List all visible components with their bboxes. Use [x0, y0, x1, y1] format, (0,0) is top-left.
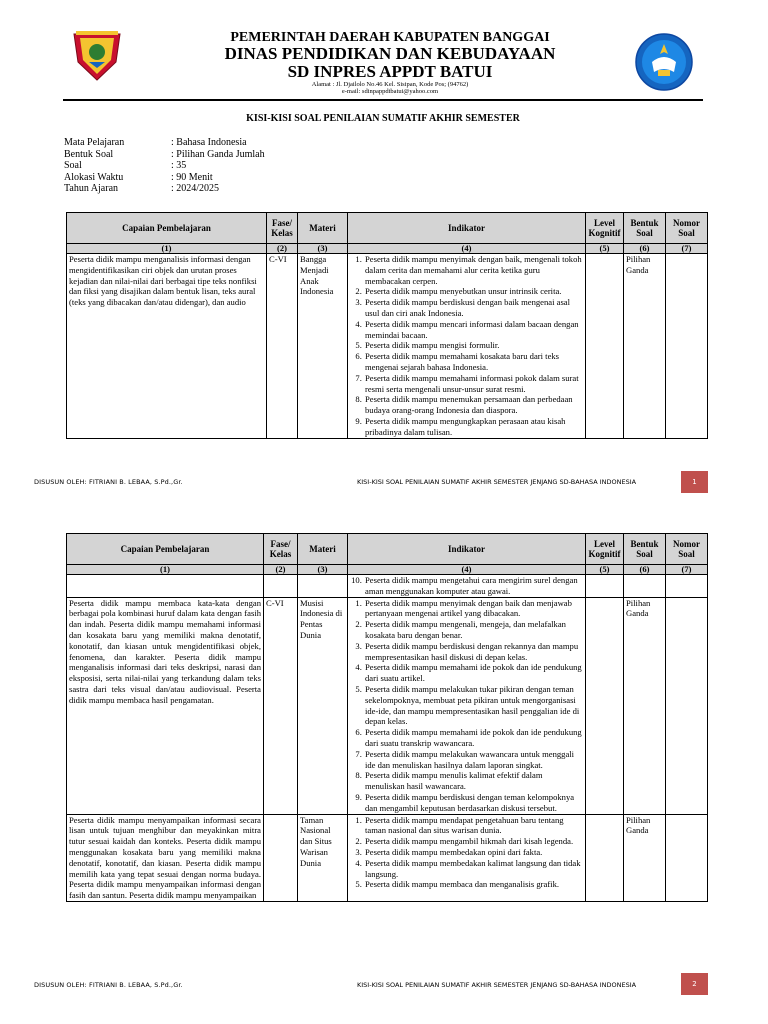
- header-nomor: Nomor Soal: [666, 213, 708, 244]
- column-number-row: [67, 244, 708, 254]
- nomor-cell: [666, 254, 708, 439]
- col-number: (2): [264, 565, 298, 575]
- meta-key: Bentuk Soal: [64, 148, 114, 160]
- col-number: (2): [267, 244, 298, 254]
- kisi-kisi-table-page-2: [66, 533, 708, 902]
- meta-value: : Bahasa Indonesia: [171, 137, 247, 148]
- header-bentuk: Bentuk Soal: [624, 213, 666, 244]
- meta-value: : Pilihan Ganda Jumlah: [171, 148, 265, 160]
- bentuk-cell: Pilihan Ganda: [624, 597, 666, 814]
- indikator-item: 9. Peserta didik mampu berdiskusi dengan teman kelompoknya dan mengambil keputusan berdasarkan diskusi tersebut.: [364, 792, 583, 814]
- indikator-item: 6. Peserta didik mampu memahami ide pokok dan ide pendukung dari suatu transkrip wawancara.: [364, 727, 583, 749]
- materi-cell: Musisi Indonesia di Pentas Dunia: [298, 597, 348, 814]
- meta-row: [64, 137, 265, 149]
- meta-value: : 90 Menit: [171, 171, 213, 183]
- page-number-badge: 1: [681, 471, 708, 493]
- header-materi: Materi: [298, 534, 348, 565]
- indikator-cell: [348, 597, 586, 814]
- col-number: (1): [67, 244, 267, 254]
- cp-cell: [67, 575, 264, 598]
- header-fase: Fase/ Kelas: [264, 534, 298, 565]
- level-cell: [586, 814, 624, 901]
- table-row: [67, 814, 708, 901]
- materi-cell: Taman Nasional dan Situs Warisan Dunia: [298, 814, 348, 901]
- indikator-item: 2. Peserta didik mampu menyebutkan unsur intrinsik cerita.: [364, 286, 583, 297]
- page-number-badge: 2: [681, 973, 708, 995]
- indikator-cell: [348, 814, 586, 901]
- indikator-list: [350, 575, 583, 597]
- page-1: [0, 0, 768, 500]
- header-fase: Fase/ Kelas: [267, 213, 298, 244]
- table-row: [67, 597, 708, 814]
- fase-cell: [264, 814, 298, 901]
- meta-row: [64, 183, 265, 195]
- meta-value: : 2024/2025: [171, 183, 220, 194]
- footer-title: KISI-KISI SOAL PENILAIAN SUMATIF AKHIR SEMESTER JENJANG SD-BAHASA INDONESIA: [357, 478, 637, 486]
- header-department-line: DINAS PENDIDIKAN DAN KEBUDAYAAN: [224, 44, 556, 63]
- meta-key: Tahun Ajaran: [64, 183, 119, 194]
- footer-author: DISUSUN OLEH: FITRIANI B. LEBAA, S.Pd.,Gr.: [34, 981, 183, 989]
- materi-cell: Bangga Menjadi Anak Indonesia: [298, 254, 348, 439]
- header-government-line: PEMERINTAH DAERAH KABUPATEN BANGGAI: [230, 30, 550, 45]
- indikator-item: 3. Peserta didik mampu membedakan opini dari fakta.: [364, 847, 583, 858]
- indikator-cell: [348, 254, 586, 439]
- indikator-item: 2. Peserta didik mampu mengambil hikmah dari kisah legenda.: [364, 836, 583, 847]
- indikator-item: 3. Peserta didik mampu berdiskusi dengan rekannya dan mampu mempresentasikan hasil diskusi di depan kelas.: [364, 641, 583, 663]
- indikator-item: 1. Peserta didik mampu mendapat pengetahuan baru tentang taman nasional dan situs warisan dunia.: [364, 815, 583, 837]
- meta-key: Mata Pelajaran: [64, 137, 125, 148]
- header-cp: Capaian Pembelajaran: [67, 534, 264, 565]
- col-number: (4): [348, 565, 586, 575]
- meta-row: [64, 160, 265, 172]
- nomor-cell: [666, 597, 708, 814]
- indikator-cell: [348, 575, 586, 598]
- indikator-item: 4. Peserta didik mampu membedakan kalimat langsung dan tidak langsung.: [364, 858, 583, 880]
- footer-title: KISI-KISI SOAL PENILAIAN SUMATIF AKHIR SEMESTER JENJANG SD-BAHASA INDONESIA: [357, 981, 637, 989]
- indikator-item: 5. Peserta didik mampu melakukan tukar pikiran dengan teman sekelompoknya, membuat peta pikiran untuk mengorganisasi ide-ide, dan mampu mempresentasikan hasil penggalian ide di depan kelas.: [364, 684, 583, 727]
- indikator-item: 8. Peserta didik mampu menemukan persamaan dan perbedaan budaya orang-orang Indonesia dan diaspora.: [364, 394, 583, 416]
- col-number: (3): [298, 244, 348, 254]
- indikator-item: 7. Peserta didik mampu melakukan wawancara untuk menggali ide dan menuliskan hasilnya dalam laporan singkat.: [364, 749, 583, 771]
- table-row: [67, 575, 708, 598]
- indikator-item: 5. Peserta didik mampu membaca dan menganalisis grafik.: [364, 879, 583, 890]
- header-materi: Materi: [298, 213, 348, 244]
- cp-cell: Peserta didik mampu menganalisis informasi dengan mengidentifikasikan ciri objek dan urutan proses kejadian dan nilai-nilai dari berbagai tipe teks nonfiksi dan fiksi yang disajikan dalam bentuk lisan, teks aural (teks yang dibacakan dan/atau didengar), dan audio: [67, 254, 267, 439]
- col-number: (6): [624, 565, 666, 575]
- col-number: (7): [666, 565, 708, 575]
- bentuk-cell: Pilihan Ganda: [624, 814, 666, 901]
- banggai-regency-logo: [70, 28, 124, 82]
- indikator-item: 9. Peserta didik mampu mengungkapkan perasaan atau kisah pribadinya dalam tulisan.: [364, 416, 583, 438]
- page-2: [0, 500, 768, 1024]
- header-cp: Capaian Pembelajaran: [67, 213, 267, 244]
- tut-wuri-handayani-logo: [634, 32, 694, 92]
- column-number-row: [67, 565, 708, 575]
- header-indikator: Indikator: [348, 534, 586, 565]
- col-number: (6): [624, 244, 666, 254]
- indikator-item: 5. Peserta didik mampu mengisi formulir.: [364, 340, 583, 351]
- nomor-cell: [666, 575, 708, 598]
- col-number: (4): [348, 244, 586, 254]
- indikator-item: 6. Peserta didik mampu memahami kosakata baru dari teks mengenai sejarah bahasa Indonesia.: [364, 351, 583, 373]
- indikator-item: 1. Peserta didik mampu menyimak dengan baik, mengenali tokoh dalam cerita dan memahami alur cerita ketika guru membacakan cerpen.: [364, 254, 583, 286]
- bentuk-cell: [624, 575, 666, 598]
- fase-cell: [264, 575, 298, 598]
- meta-row: [64, 172, 265, 184]
- indikator-item: 3. Peserta didik mampu berdiskusi dengan baik mengenai asal usul dan ciri anak Indonesia.: [364, 297, 583, 319]
- meta-row: [64, 149, 265, 161]
- col-number: (5): [586, 565, 624, 575]
- header-nomor: Nomor Soal: [666, 534, 708, 565]
- document-title: KISI-KISI SOAL PENILAIAN SUMATIF AKHIR SEMESTER: [246, 113, 520, 124]
- header-school-name: SD INPRES APPDT BATUI: [287, 62, 493, 81]
- meta-value: : 35: [171, 160, 187, 171]
- header-address: [130, 81, 650, 95]
- indikator-item: 4. Peserta didik mampu mencari informasi dalam bacaan dengan memindai bacaan.: [364, 319, 583, 341]
- col-number: (3): [298, 565, 348, 575]
- exam-meta: [64, 137, 265, 195]
- indikator-item: 10. Peserta didik mampu mengetahui cara mengirim surel dengan aman menggunakan komputer atau gawai.: [364, 575, 583, 597]
- materi-cell: [298, 575, 348, 598]
- indikator-item: 2. Peserta didik mampu mengenali, mengeja, dan melafalkan kosakata baru dengan benar.: [364, 619, 583, 641]
- table-header-row: [67, 534, 708, 565]
- email-line: e-mail: sdinpappdtbatui@yahoo.com: [341, 88, 439, 95]
- indikator-item: 8. Peserta didik mampu menulis kalimat efektif dalam menuliskan hasil wawancara.: [364, 770, 583, 792]
- table-header-row: [67, 213, 708, 244]
- table-row: [67, 254, 708, 439]
- indikator-list: [350, 815, 583, 891]
- address-line: Alamat : Jl. Djailolo No.46 Kel. Sisipan, Kode Pos; (94762): [311, 81, 469, 88]
- header-indikator: Indikator: [348, 213, 586, 244]
- indikator-list: [350, 254, 583, 438]
- col-number: (1): [67, 565, 264, 575]
- bentuk-cell: Pilihan Ganda: [624, 254, 666, 439]
- kisi-kisi-table-page-1: [66, 212, 708, 439]
- cp-cell: Peserta didik mampu membaca kata-kata dengan berbagai pola kombinasi huruf dalam kata dengan fasih dan indah. Peserta didik mampu memahami informasi dan kosakata baru yang memiliki makna denotatif, konotatif, dan kiasan untuk mengidentifikasi objek, fenomena, dan karakter. Peserta didik mampu menganalisis informasi dari teks deskripsi, narasi dan eksposisi, serta nilai-nilai yang terkandung dalam teks sastra dari teks visual dan/atau audiovisual. Peserta didik mampu membaca hasil pengamatan.: [67, 597, 264, 814]
- level-cell: [586, 254, 624, 439]
- level-cell: [586, 597, 624, 814]
- meta-key: Soal: [64, 160, 82, 171]
- indikator-item: 4. Peserta didik mampu memahami ide pokok dan ide pendukung dari suatu artikel.: [364, 662, 583, 684]
- meta-key: Alokasi Waktu: [64, 171, 124, 183]
- indikator-list: [350, 598, 583, 814]
- header-bentuk: Bentuk Soal: [624, 534, 666, 565]
- footer-author: DISUSUN OLEH: FITRIANI B. LEBAA, S.Pd.,Gr.: [34, 478, 183, 486]
- level-cell: [586, 575, 624, 598]
- header-level: Level Kognitif: [586, 213, 624, 244]
- header-divider: [63, 99, 703, 101]
- indikator-item: 1. Peserta didik mampu menyimak dengan baik dan menjawab pertanyaan mengenai artikel yang dibacakan.: [364, 598, 583, 620]
- fase-cell: C-VI: [267, 254, 298, 439]
- cp-cell: Peserta didik mampu menyampaikan informasi secara lisan untuk tujuan menghibur dan meyakinkan mitra tutur sesuai kaidah dan konteks. Peserta didik mampu menggunakan kosakata baru yang memiliki makna denotatif, konotatif, dan kiasan. Peserta didik mampu memilih kata yang tepat sesuai dengan norma budaya. Peserta didik mampu menyampaikan informasi dengan fasih dan santun. Peserta didik mampu menyampaikan: [67, 814, 264, 901]
- fase-cell: C-VI: [264, 597, 298, 814]
- indikator-item: 7. Peserta didik mampu memahami informasi pokok dalam surat resmi serta mengenali unsur-unsur surat resmi.: [364, 373, 583, 395]
- col-number: (7): [666, 244, 708, 254]
- nomor-cell: [666, 814, 708, 901]
- col-number: (5): [586, 244, 624, 254]
- header-level: Level Kognitif: [586, 534, 624, 565]
